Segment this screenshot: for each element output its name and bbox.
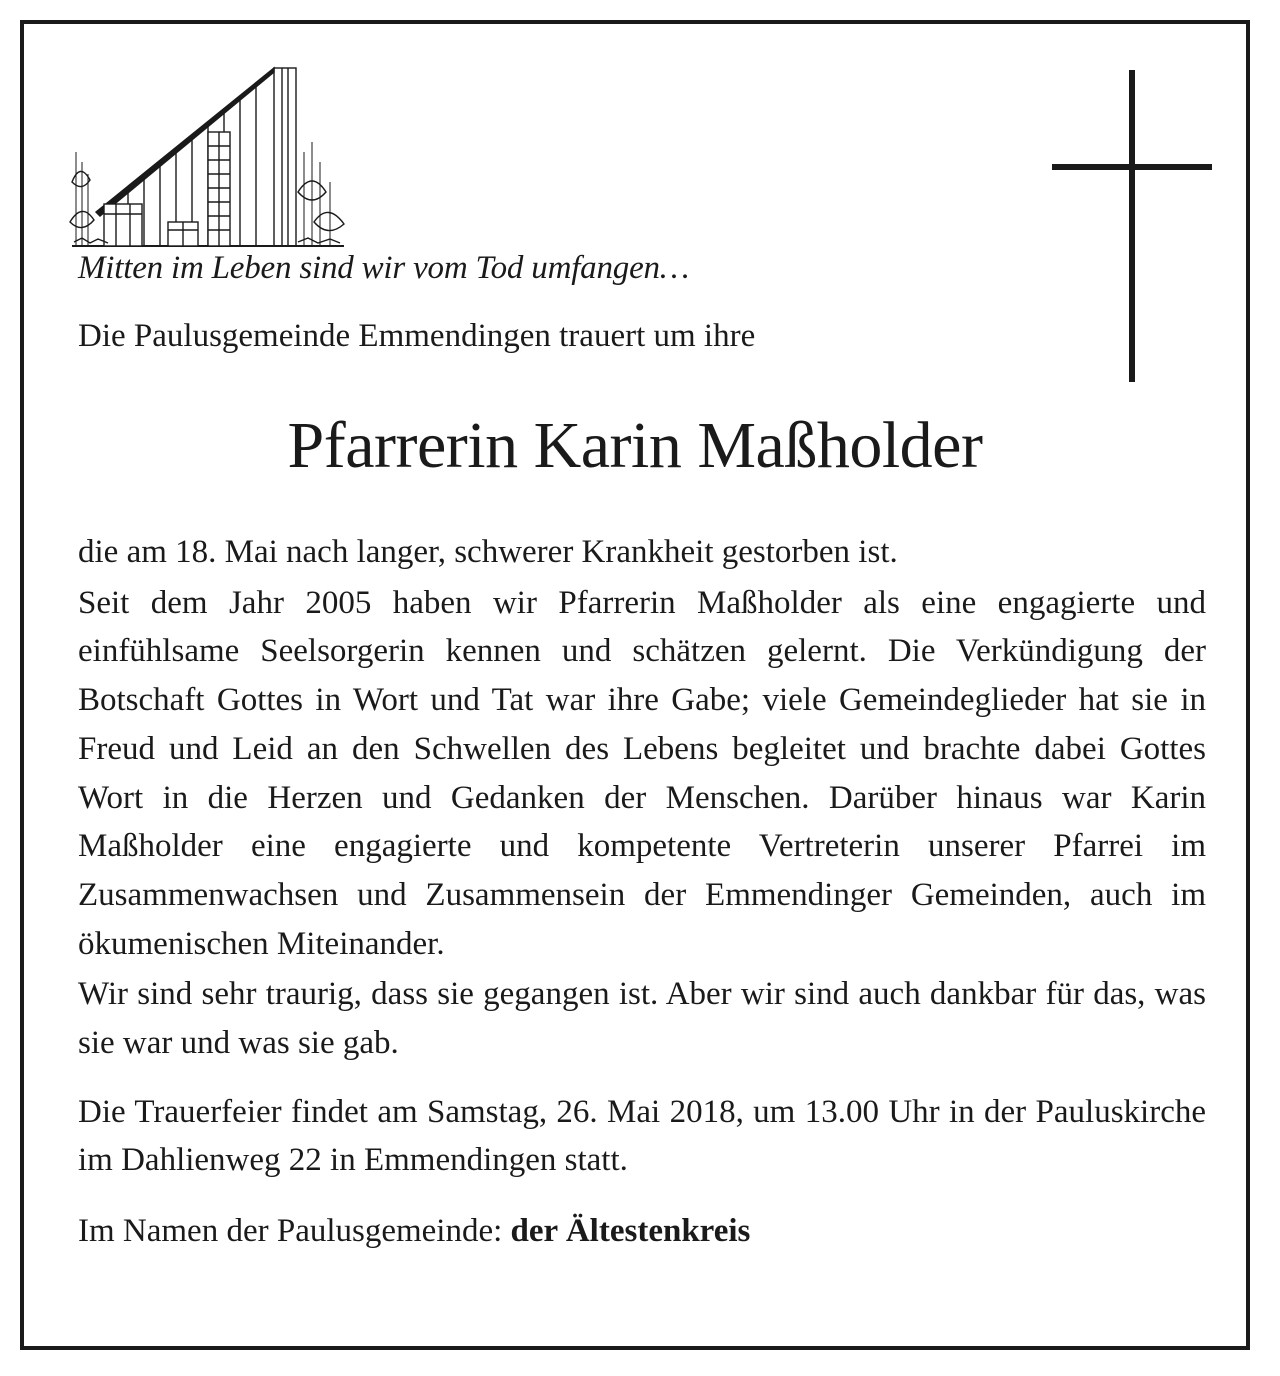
notice-body: [78, 528, 1206, 1256]
cross-vertical-beam: [1129, 70, 1135, 382]
death-line: die am 18. Mai nach langer, schwerer Krankheit gestorben ist.: [78, 534, 898, 570]
funeral-paragraph: Die Trauerfeier findet am Samstag, 26. Mai 2018, um 13.00 Uhr in der Pauluskirche im Dahlienweg 22 in Emmendingen statt.: [78, 1093, 1206, 1179]
cross-icon: [1052, 70, 1212, 382]
signature-line: [78, 1207, 1206, 1256]
signature-name: der Ältestenkreis: [510, 1213, 751, 1250]
obituary-notice: [20, 20, 1250, 1350]
motto: Mitten im Leben sind wir vom Tod umfangen…: [78, 250, 689, 286]
sadness-paragraph: Wir sind sehr traurig, dass sie gegangen ist. Aber wir sind auch dankbar für das, was sie war und was sie gab.: [78, 976, 1206, 1062]
cross-horizontal-beam: [1052, 164, 1212, 170]
church-drawing-icon: [68, 62, 348, 252]
intro-line: Die Paulusgemeinde Emmendingen trauert um ihre: [78, 318, 756, 354]
tribute-paragraph: Seit dem Jahr 2005 haben wir Pfarrerin Maßholder als eine engagierte und einfühlsame Seelsorgerin kennen und schätzen gelernt. Die Verkündigung der Botschaft Gottes in Wort und Tat war ihre Gabe; viele Gemeindeglieder hat sie in Freud und Leid an den Schwellen des Lebens begleitet und brachte dabei Gottes Wort in die Herzen und Gedanken der Menschen. Darüber hinaus war Karin Maßholder eine engagierte und kompetente Vertreterin unserer Pfarrei im Zusammenwachsen und Zusammensein der Emmendinger Gemeinden, auch im ökumenischen Miteinander.: [78, 584, 1206, 962]
deceased-name: Pfarrerin Karin Maßholder: [287, 409, 983, 482]
signature-prefix: Im Namen der Paulusgemeinde:: [78, 1213, 511, 1250]
